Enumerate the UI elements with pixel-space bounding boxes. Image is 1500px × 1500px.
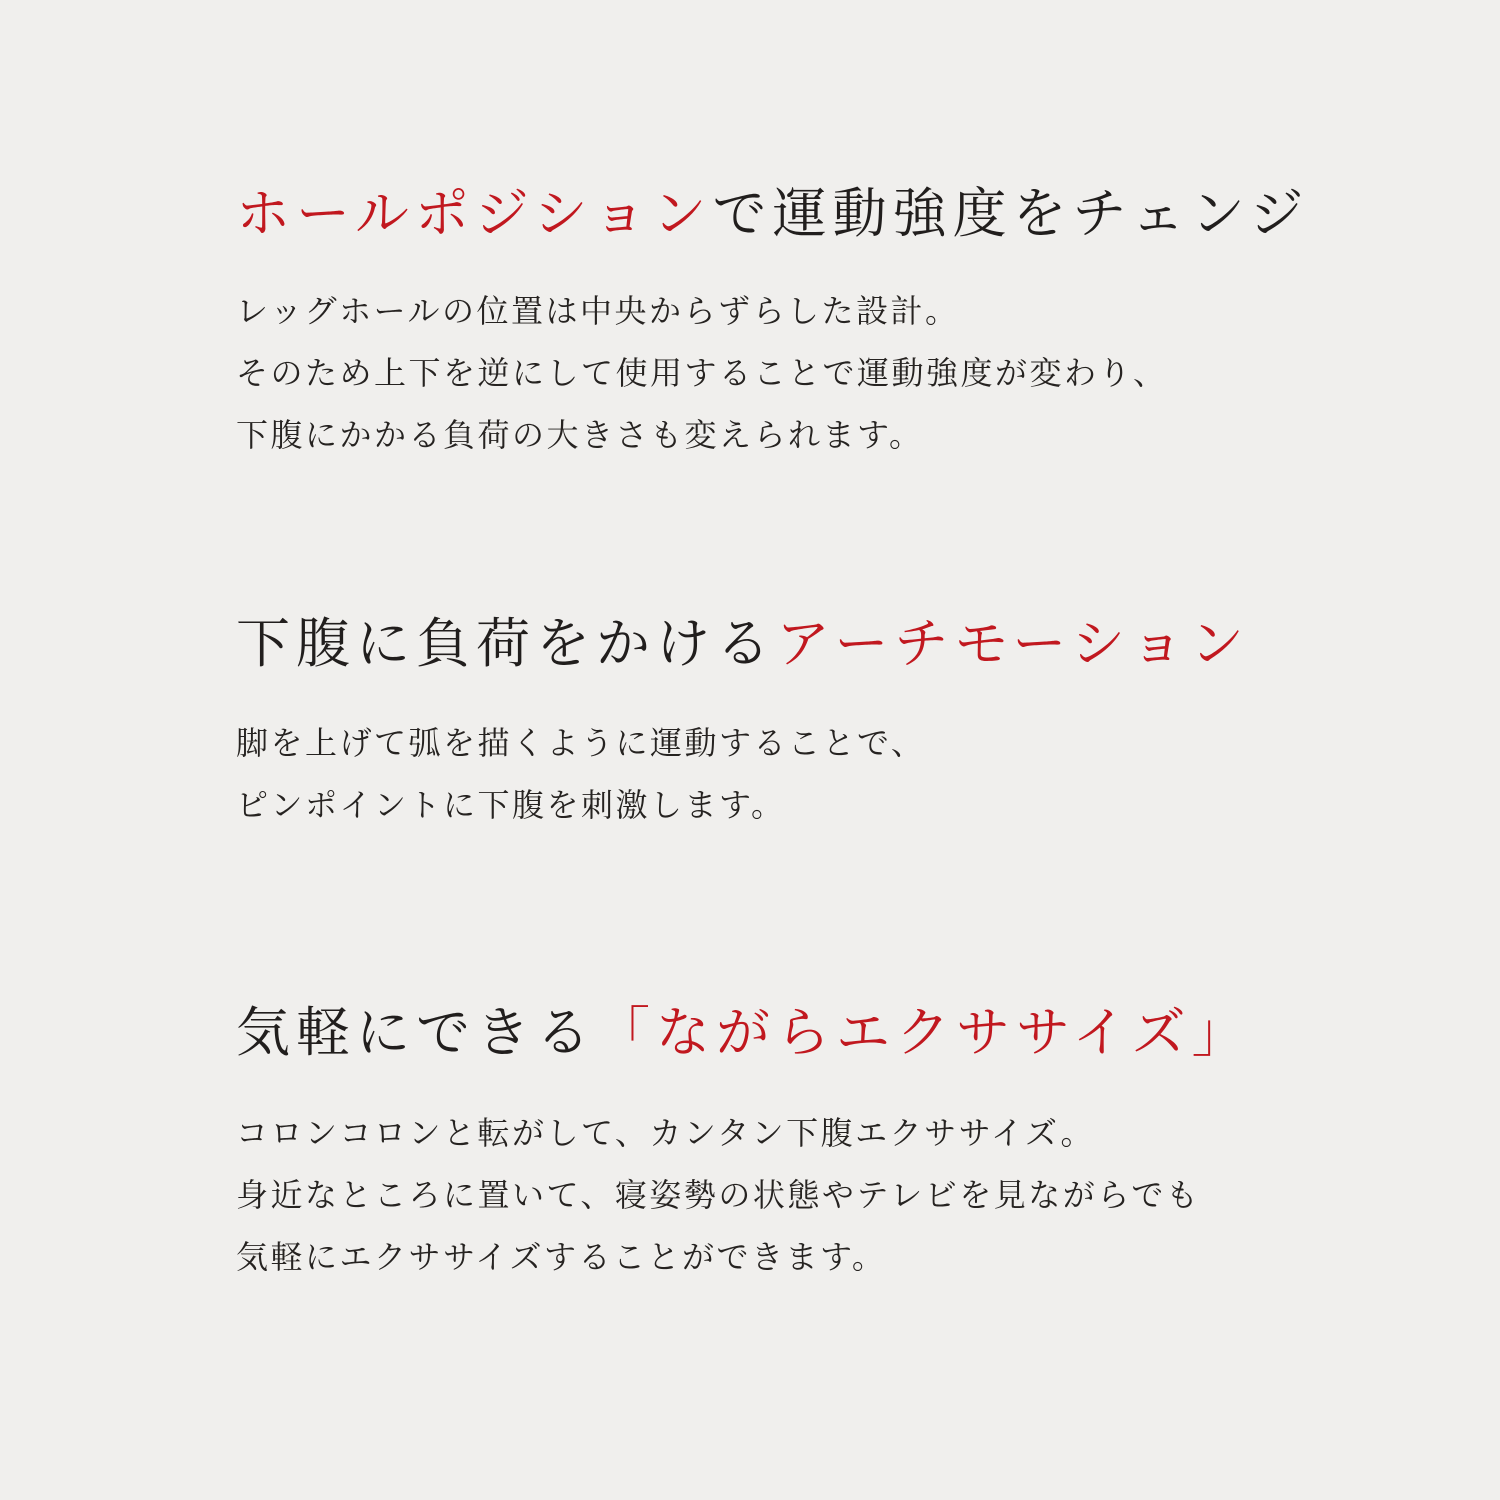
body-line: レッグホールの位置は中央からずらした設計。 bbox=[236, 293, 960, 329]
section-hole-position bbox=[236, 183, 1440, 247]
heading-highlight-text: アーチモーション bbox=[776, 614, 1251, 674]
heading-highlight-text: 「ながらエクササイズ」 bbox=[596, 1003, 1252, 1063]
body-paragraph-arch-motion bbox=[236, 712, 925, 836]
heading-plain-text: で運動強度をチェンジ bbox=[712, 184, 1310, 244]
body-line: そのため上下を逆にして使用することで運動強度が変わり、 bbox=[236, 355, 1168, 391]
section-heading-hole-position bbox=[236, 183, 1440, 247]
section-heading-arch-motion bbox=[236, 613, 1440, 677]
section-heading-nagara-exercise bbox=[236, 1002, 1440, 1066]
body-line: 脚を上げて弧を描くように運動することで、 bbox=[236, 725, 926, 761]
body-paragraph-nagara-exercise bbox=[236, 1102, 1200, 1288]
section-arch-motion bbox=[236, 613, 1440, 677]
body-paragraph-hole-position bbox=[236, 280, 1168, 466]
heading-highlight-text: ホールポジション bbox=[236, 184, 713, 244]
body-line: 身近なところに置いて、寝姿勢の状態やテレビを見ながらでも bbox=[236, 1177, 1201, 1213]
section-nagara-exercise bbox=[236, 1002, 1440, 1066]
body-line: 気軽にエクササイズすることができます。 bbox=[236, 1239, 887, 1275]
body-line: コロンコロンと転がして、カンタン下腹エクササイズ。 bbox=[236, 1115, 1095, 1151]
heading-plain-text: 下腹に負荷をかける bbox=[236, 614, 776, 674]
body-line: ピンポイントに下腹を刺激します。 bbox=[236, 787, 786, 823]
body-line: 下腹にかかる負荷の大きさも変えられます。 bbox=[236, 417, 924, 453]
heading-plain-text: 気軽にできる bbox=[236, 1003, 596, 1063]
